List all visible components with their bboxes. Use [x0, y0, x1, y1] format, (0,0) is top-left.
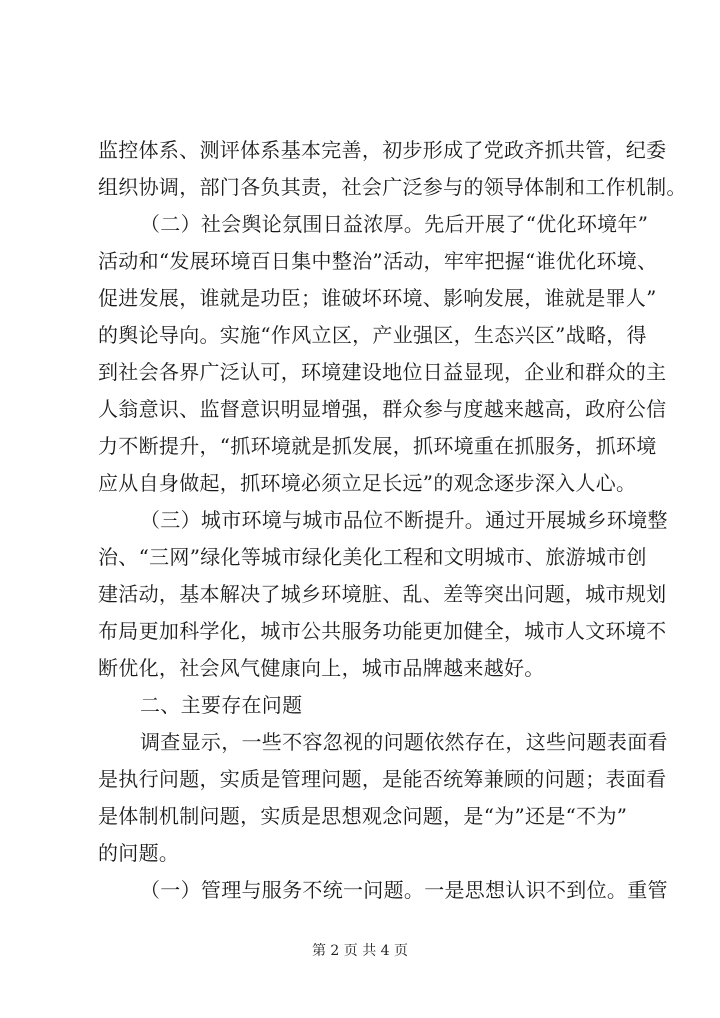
text-line: （二）社会舆论氛围日益浓厚。先后开展了“优化环境年”	[140, 212, 649, 236]
text-line: 是执行问题，实质是管理问题，是能否统筹兼顾的问题；表面看	[98, 767, 667, 791]
text-line: 促进发展，谁就是功臣；谁破坏环境、影响发展，谁就是罪人”	[98, 286, 657, 310]
text-line: （三）城市环境与城市品位不断提升。通过开展城乡环境整	[140, 508, 668, 532]
text-line: 建活动，基本解决了城乡环境脏、乱、差等突出问题，城市规划	[98, 582, 667, 606]
text-line: 应从自身做起，抓环境必须立足长远”的观念逐步深入人心。	[98, 471, 637, 495]
text-line: 到社会各界广泛认可，环境建设地位日益显现，企业和群众的主	[98, 360, 667, 384]
text-line: 断优化，社会风气健康向上，城市品牌越来越好。	[98, 656, 545, 680]
text-line: 的问题。	[98, 841, 180, 865]
text-line: 人翁意识、监督意识明显增强，群众参与度越来越高，政府公信	[98, 397, 667, 421]
text-line: 是体制机制问题，实质是思想观念问题，是“为”还是“不为”	[98, 804, 628, 828]
text-line: 组织协调，部门各负其责，社会广泛参与的领导体制和工作机制。	[98, 175, 687, 199]
text-line: 活动和“发展环境百日集中整治”活动，牢牢把握“谁优化环境、	[98, 249, 658, 273]
text-line: 的舆论导向。实施“作风立区，产业强区，生态兴区”战略，得	[98, 323, 647, 347]
section-heading: 二、主要存在问题	[140, 693, 303, 717]
text-line: 治、“三网”绿化等城市绿化美化工程和文明城市、旅游城市创	[98, 545, 647, 569]
text-line: （一）管理与服务不统一问题。一是思想认识不到位。重管	[140, 878, 668, 902]
page-number-footer: 第 2 页 共 4 页	[311, 943, 409, 959]
text-line: 力不断提升，“抓环境就是抓发展，抓环境重在抓服务，抓环境	[98, 434, 657, 458]
text-line: 监控体系、测评体系基本完善，初步形成了党政齐抓共管，纪委	[98, 138, 667, 162]
text-line: 调查显示，一些不容忽视的问题依然存在，这些问题表面看	[140, 730, 668, 754]
text-line: 布局更加科学化，城市公共服务功能更加健全，城市人文环境不	[98, 619, 667, 643]
